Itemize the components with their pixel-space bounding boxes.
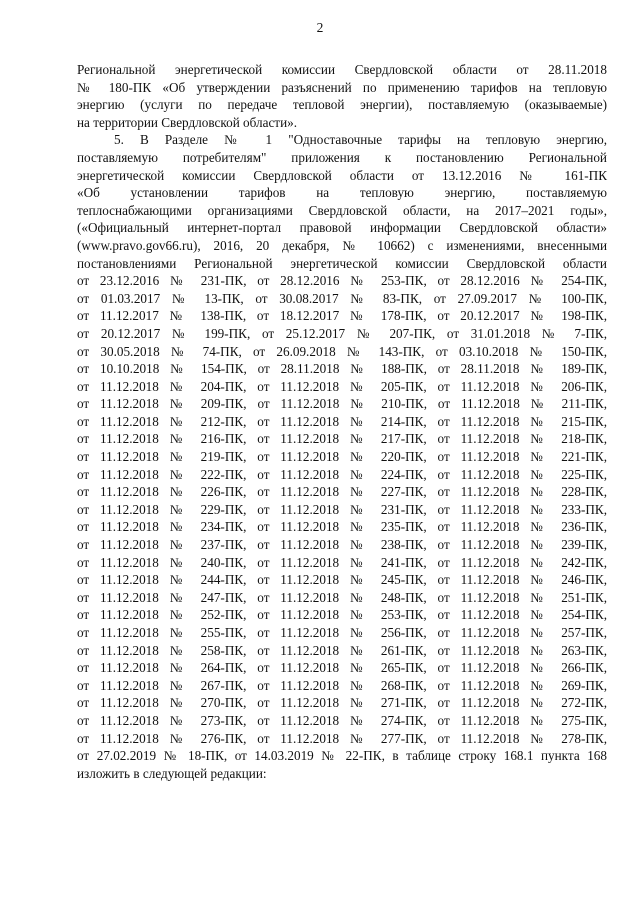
text-line: от 11.12.2018 № 255-ПК, от 11.12.2018 № 256-ПК, от 11.12.2018 № 257-ПК, — [77, 625, 607, 640]
text-line: от 11.12.2018 № 258-ПК, от 11.12.2018 № 261-ПК, от 11.12.2018 № 263-ПК, — [77, 642, 607, 658]
text-line: от 11.12.2018 № 247-ПК, от 11.12.2018 № 248-ПК, от 11.12.2018 № 251-ПК, — [77, 589, 607, 605]
text-line: от 11.12.2018 № 244-ПК, от 11.12.2018 № 245-ПК, от 11.12.2018 № 246-ПК, — [77, 572, 607, 588]
text-line: от 27.02.2019 № 18-ПК, от 14.03.2019 № 22-ПК, в таблице строку 168.1 пункта 168 — [77, 748, 607, 764]
text-line: от 11.12.2018 № 276-ПК, от 11.12.2018 № 277-ПК, от 11.12.2018 № 278-ПК, — [77, 730, 607, 746]
paragraph-1 — [77, 61, 607, 131]
text-line: энергию (услуги по передаче тепловой энергии), поставляемую (оказываемые) — [77, 97, 607, 113]
text-line: энергетической комиссии Свердловской области от 13.12.2016 № 161-ПК — [77, 167, 607, 183]
text-line: от 11.12.2017 № 138-ПК, от 18.12.2017 № 178-ПК, от 20.12.2017 № 198-ПК, — [77, 308, 607, 324]
paragraph-2 — [77, 131, 607, 782]
text-line: от 11.12.2018 № 234-ПК, от 11.12.2018 № 235-ПК, от 11.12.2018 № 236-ПК, — [77, 519, 607, 535]
text-line: (www.pravo.gov66.ru), 2016, 20 декабря, № 10662) с изменениями, внесенными — [77, 237, 607, 253]
text-line: от 11.12.2018 № 222-ПК, от 11.12.2018 № 224-ПК, от 11.12.2018 № 225-ПК, — [77, 466, 607, 482]
text-line: 5. В Разделе № 1 "Одноставочные тарифы на тепловую энергию, — [114, 132, 607, 148]
text-line: от 11.12.2018 № 267-ПК, от 11.12.2018 № 268-ПК, от 11.12.2018 № 269-ПК, — [77, 677, 607, 693]
text-line: от 11.12.2018 № 270-ПК, от 11.12.2018 № 271-ПК, от 11.12.2018 № 272-ПК, — [77, 695, 607, 711]
text-line: Региональной энергетической комиссии Свердловской области от 28.11.2018 — [77, 62, 607, 77]
text-line: от 11.12.2018 № 204-ПК, от 11.12.2018 № 205-ПК, от 11.12.2018 № 206-ПК, — [77, 378, 607, 394]
text-line: на территории Свердловской области». — [77, 114, 298, 130]
text-line: от 11.12.2018 № 226-ПК, от 11.12.2018 № 227-ПК, от 11.12.2018 № 228-ПК, — [77, 484, 607, 500]
text-line: от 20.12.2017 № 199-ПК, от 25.12.2017 № 207-ПК, от 31.01.2018 № 7-ПК, — [77, 325, 607, 341]
text-line: от 11.12.2018 № 240-ПК, от 11.12.2018 № 241-ПК, от 11.12.2018 № 242-ПК, — [77, 554, 607, 570]
text-line: от 11.12.2018 № 264-ПК, от 11.12.2018 № 265-ПК, от 11.12.2018 № 266-ПК, — [77, 660, 607, 676]
text-line: от 30.05.2018 № 74-ПК, от 26.09.2018 № 143-ПК, от 03.10.2018 № 150-ПК, — [77, 343, 607, 359]
text-line: № 180-ПК «Об утверждении разъяснений по применению тарифов на тепловую — [77, 79, 607, 95]
text-line: от 11.12.2018 № 252-ПК, от 11.12.2018 № 253-ПК, от 11.12.2018 № 254-ПК, — [77, 607, 607, 623]
text-line: «Об установлении тарифов на тепловую энергию, поставляемую — [77, 185, 607, 201]
text-line: от 23.12.2016 № 231-ПК, от 28.12.2016 № 253-ПК, от 28.12.2016 № 254-ПК, — [77, 273, 607, 289]
text-line: от 11.12.2018 № 209-ПК, от 11.12.2018 № 210-ПК, от 11.12.2018 № 211-ПК, — [77, 396, 607, 412]
page-number: 2 — [316, 20, 324, 35]
text-line: от 11.12.2018 № 273-ПК, от 11.12.2018 № 274-ПК, от 11.12.2018 № 275-ПК, — [77, 712, 607, 728]
text-line: изложить в следующей редакции: — [77, 765, 267, 781]
text-line: от 01.03.2017 № 13-ПК, от 30.08.2017 № 83-ПК, от 27.09.2017 № 100-ПК, — [77, 290, 607, 306]
text-line: от 11.12.2018 № 237-ПК, от 11.12.2018 № 238-ПК, от 11.12.2018 № 239-ПК, — [77, 537, 607, 553]
text-line: от 11.12.2018 № 212-ПК, от 11.12.2018 № 214-ПК, от 11.12.2018 № 215-ПК, — [77, 413, 607, 429]
text-line: от 11.12.2018 № 229-ПК, от 11.12.2018 № 231-ПК, от 11.12.2018 № 233-ПК, — [77, 501, 607, 517]
text-line: от 11.12.2018 № 216-ПК, от 11.12.2018 № 217-ПК, от 11.12.2018 № 218-ПК, — [77, 431, 607, 447]
text-line: постановлениями Региональной энергетической комиссии Свердловской области — [77, 255, 607, 271]
text-line: теплоснабжающими организациями Свердловской области, на 2017–2021 годы», — [77, 202, 607, 218]
text-line: от 11.12.2018 № 219-ПК, от 11.12.2018 № 220-ПК, от 11.12.2018 № 221-ПК, — [77, 449, 607, 465]
document-body — [77, 61, 607, 782]
text-line: («Официальный интернет-портал правовой информации Свердловской области» — [77, 220, 607, 236]
text-line: поставляемую потребителям" приложения к постановлению Региональной — [77, 149, 607, 165]
text-line: от 10.10.2018 № 154-ПК, от 28.11.2018 № 188-ПК, от 28.11.2018 № 189-ПК, — [77, 361, 607, 377]
